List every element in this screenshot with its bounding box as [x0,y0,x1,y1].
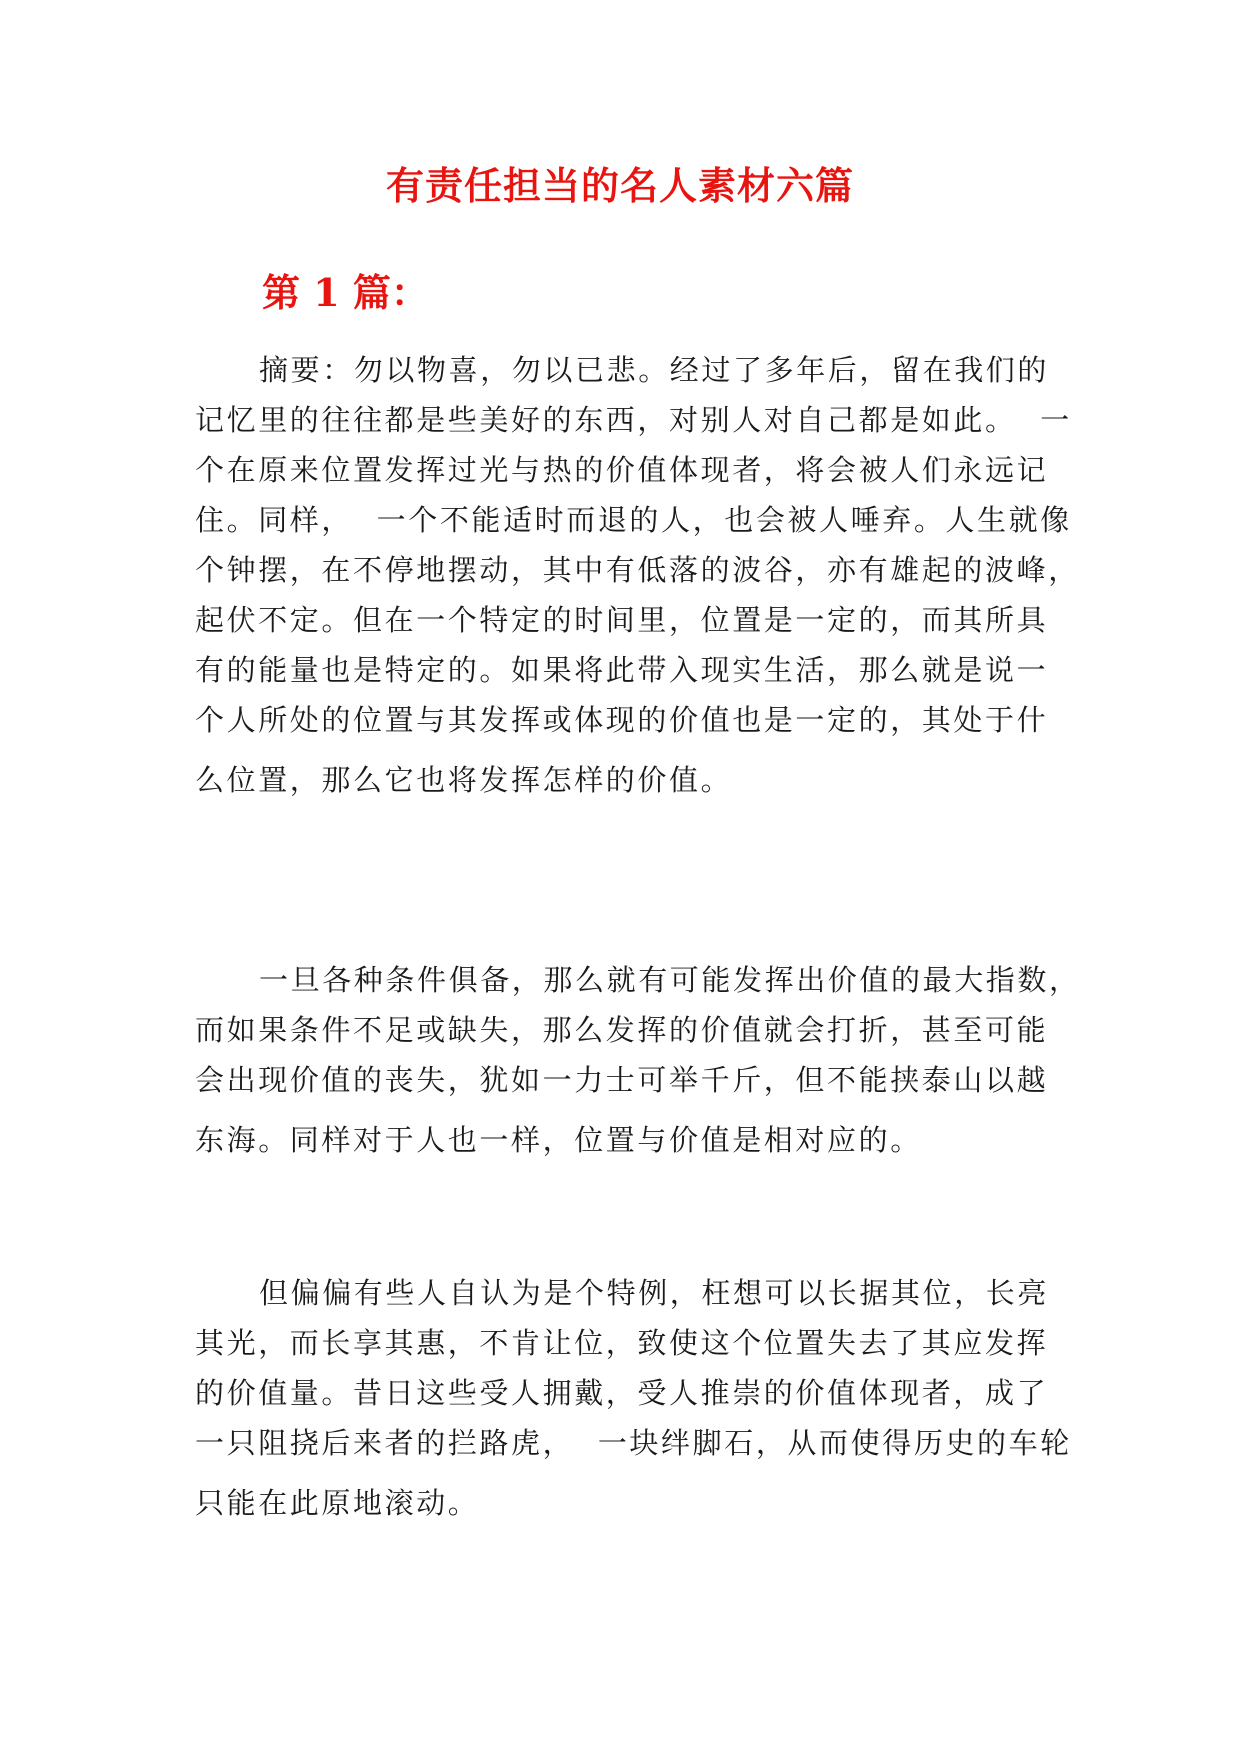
paragraph-line: 而如果条件不足或缺失，那么发挥的价值就会打折，甚至可能 [195,1013,1049,1047]
paragraph-3 [195,1268,1075,1528]
document-title: 有责任担当的名人素材六篇 [385,163,854,208]
paragraph-line: 其光，而长享其惠，不肯让位，致使这个位置失去了其应发挥 [195,1326,1049,1360]
paragraph-line: 的价值量。昔日这些受人拥戴，受人推崇的价值体现者，成了 [195,1376,1049,1410]
section-heading: 第 1 篇： [262,270,429,315]
paragraph-line: 只能在此原地滚动。 [195,1486,480,1520]
paragraph-line: 会出现价值的丧失，犹如一力士可举千斤，但不能挟泰山以越 [195,1063,1049,1097]
paragraph-line: 有的能量也是特定的。如果将此带入现实生活，那么就是说一 [195,653,1049,687]
paragraph-line: 东海。同样对于人也一样，位置与价值是相对应的。 [195,1123,922,1157]
paragraph-line: 个钟摆，在不停地摆动，其中有低落的波谷，亦有雄起的波峰， [195,553,1080,587]
paragraph-line: 一旦各种条件俱备，那么就有可能发挥出价值的最大指数， [259,963,1081,997]
paragraph-2 [195,955,1081,1165]
paragraph-line: 摘要：勿以物喜，勿以已悲。经过了多年后，留在我们的 [259,353,1050,387]
paragraph-line: 个人所处的位置与其发挥或体现的价值也是一定的，其处于什 [195,703,1049,737]
paragraph-line: 住。同样， 一个不能适时而退的人，也会被人唾弃。人生就像 [195,503,1072,537]
paragraph-line: 个在原来位置发挥过光与热的价值体现者，将会被人们永远记 [195,453,1049,487]
paragraph-line: 么位置，那么它也将发挥怎样的价值。 [195,763,733,797]
paragraph-line: 但偏偏有些人自认为是个特例，枉想可以长据其位，长亮 [259,1276,1050,1310]
paragraph-line: 一只阻挠后来者的拦路虎， 一块绊脚石，从而使得历史的车轮 [195,1426,1072,1460]
paragraph-line: 记忆里的往往都是些美好的东西，对别人对自己都是如此。 一 [195,403,1072,437]
paragraph-1 [195,345,1080,805]
paragraph-line: 起伏不定。但在一个特定的时间里，位置是一定的，而其所具 [195,603,1049,637]
